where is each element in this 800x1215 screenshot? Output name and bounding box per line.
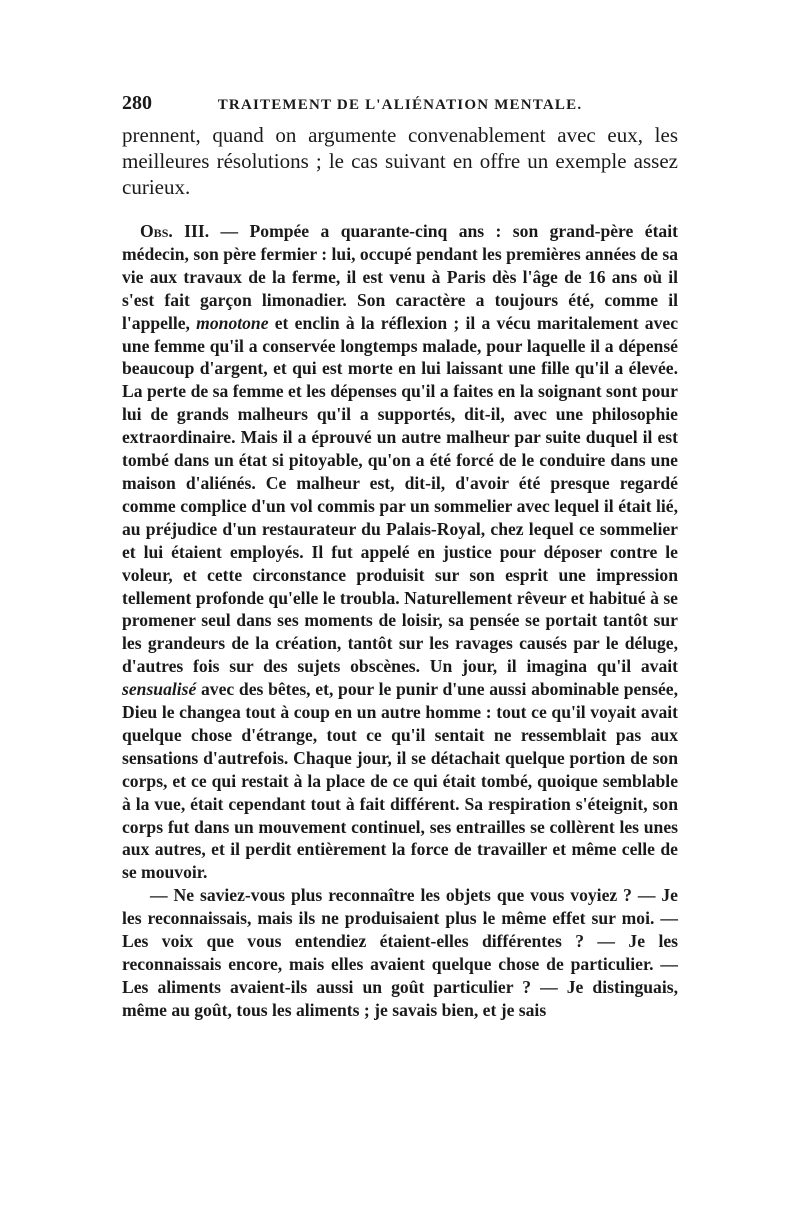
observation-text-3: avec des bêtes, et, pour le punir d'une aussi abominable pensée, Dieu le changea tout à coup en un autre homme : tout ce qu'il voyait avait quelque chose d'étrange, tout ce qu'il sentait ne ressemblait pas aux sensations d'autrefois. Chaque jour, il se détachait quelque portion de son corps, et ce qui restait à la place de ce qui était tombé, quoique semblable à la vue, était cependant tout à fait différent. Sa respiration s'éteignit, son corps fut dans un mouvement continuel, ses entrailles se collèrent les unes aux autres, et il perdit entièrement la force de travailler et même celle de se mouvoir.: [122, 679, 678, 883]
running-title: TRAITEMENT DE L'ALIÉNATION MENTALE.: [217, 97, 583, 113]
emphasis-monotone: monotone: [196, 312, 269, 333]
book-page: [122, 92, 678, 1022]
observation-paragraph: [122, 220, 678, 884]
running-header: [122, 92, 678, 122]
intro-paragraph: prennent, quand on argumente convenablement avec eux, les meilleures résolutions ; le cas suivant en offre un exemple assez curieux.: [122, 123, 678, 199]
observation-text-2: et enclin à la réflexion ; il a vécu maritalement avec une femme qu'il a conservée longtemps malade, pour laquelle il a dépensé beaucoup d'argent, et qui est morte en lui laissant une fille qu'il a élevée. La perte de sa femme et les dépenses qu'il a faites en la soignant sont pour lui de grands malheurs qu'il a supportés, dit-il, avec une philosophie extraordinaire. Mais il a éprouvé un autre malheur par suite duquel il est tombé dans un état si pitoyable, qu'on a été forcé de le conduire dans une maison d'aliénés. Ce malheur est, dit-il, d'avoir été presque regardé comme complice d'un vol commis par un sommelier avec lequel il était lié, au préjudice d'un restaurateur du Palais-Royal, chez lequel ce sommelier et lui étaient employés. Il fut appelé en justice pour déposer contre le voleur, et cette circonstance produisit sur son esprit une impression tellement profonde qu'elle le troubla. Naturellement rêveur et habitué à se promener seul dans ses moments de loisir, sa pensée se portait tantôt sur les grandeurs de la création, tantôt sur les ravages causés par le déluge, d'autres fois sur des sujets obscènes. Un jour, il imagina qu'il avait: [122, 312, 679, 677]
observation-block: [122, 220, 678, 1022]
page-number: 280: [122, 92, 152, 114]
dialogue-paragraph: — Ne saviez-vous plus reconnaître les objets que vous voyiez ? — Je les reconnaissais, mais ils ne produisaient plus le même effet sur moi. — Les voix que vous entendiez étaient-elles différentes ? — Je les reconnaissais encore, mais elles avaient quelque chose de particulier. — Les aliments avaient-ils aussi un goût particulier ? — Je distinguais, même au goût, tous les aliments ; je savais bien, et je sais: [122, 885, 678, 1020]
emphasis-sensualise: sensualisé: [122, 679, 197, 700]
observation-lead: Obs. III.: [140, 221, 210, 241]
observation-text-1: — Pompée a quarante-cinq ans : son grand-père était médecin, son père fermier : lui, occupé pendant les premières années de sa vie aux travaux de la ferme, il est venu à Paris dès l'âge de 16 ans où il s'est fait garçon limonadier. Son caractère a toujours été, comme il l'appelle,: [122, 221, 678, 333]
